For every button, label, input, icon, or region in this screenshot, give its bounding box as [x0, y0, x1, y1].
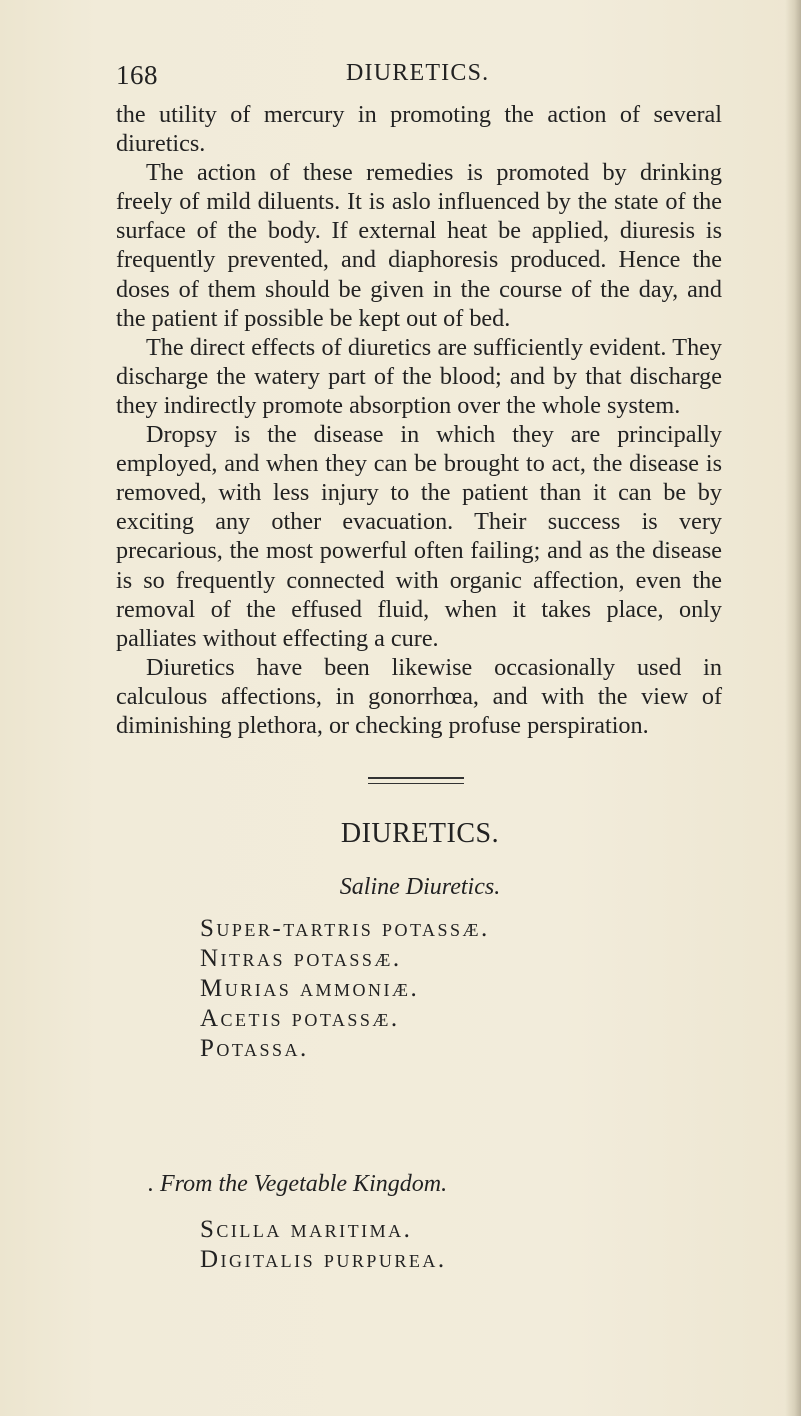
saline-diuretics-heading: Saline Diuretics.	[339, 874, 501, 900]
list-item: Scilla maritima.	[200, 1216, 413, 1243]
page-number: 168	[116, 60, 158, 90]
vegetable-diuretics-list	[200, 1215, 447, 1275]
list-item: Acetis potassæ.	[200, 1005, 400, 1032]
list-item: Digitalis purpurea.	[200, 1246, 447, 1273]
running-head: DIURETICS.	[346, 60, 490, 86]
section-divider-rule	[368, 777, 464, 784]
paragraph-other-uses: Diuretics have been likewise occasionally used in calculous affections, in gonorrhœa, and with the view of diminishing plethora, or checking profuse perspiration.	[116, 653, 722, 739]
paragraph-direct-effects: The direct effects of diuretics are sufficiently evident. They discharge the watery part of the blood; and by that discharge they indirectly promote absorption over the whole system.	[116, 333, 722, 419]
paragraph-continuation: the utility of mercury in promoting the action of several diuretics.	[116, 101, 722, 158]
list-item: Super-tartris potassæ.	[200, 915, 490, 942]
page-edge-shadow	[785, 0, 801, 1416]
paragraph-action-promoted: The action of these remedies is promoted by drinking freely of mild diluents. It is aslo influenced by the state of the surface of the body. If external heat be applied, diuresis is frequently prevented, and diaphoresis produced. Hence the doses of them should be given in the course of the day, and the patient if possible be kept out of bed.	[116, 159, 722, 332]
section-heading: DIURETICS.	[340, 818, 500, 849]
list-item: Murias ammoniæ.	[200, 975, 420, 1002]
body-text	[116, 100, 722, 740]
list-item: Potassa.	[200, 1035, 309, 1062]
vegetable-kingdom-heading: . From the Vegetable Kingdom.	[148, 1171, 448, 1197]
paragraph-dropsy: Dropsy is the disease in which they are principally employed, and when they can be brought to act, the disease is removed, with less injury to the patient than it can be by exciting any other evacuation. Their success is very precarious, the most powerful often failing; and as the disease is so frequently connected with organic affection, even the removal of the effused fluid, when it takes place, only palliates without effecting a cure.	[116, 421, 722, 652]
list-item: Nitras potassæ.	[200, 945, 402, 972]
saline-diuretics-list	[200, 914, 490, 1064]
page-header	[108, 60, 708, 94]
